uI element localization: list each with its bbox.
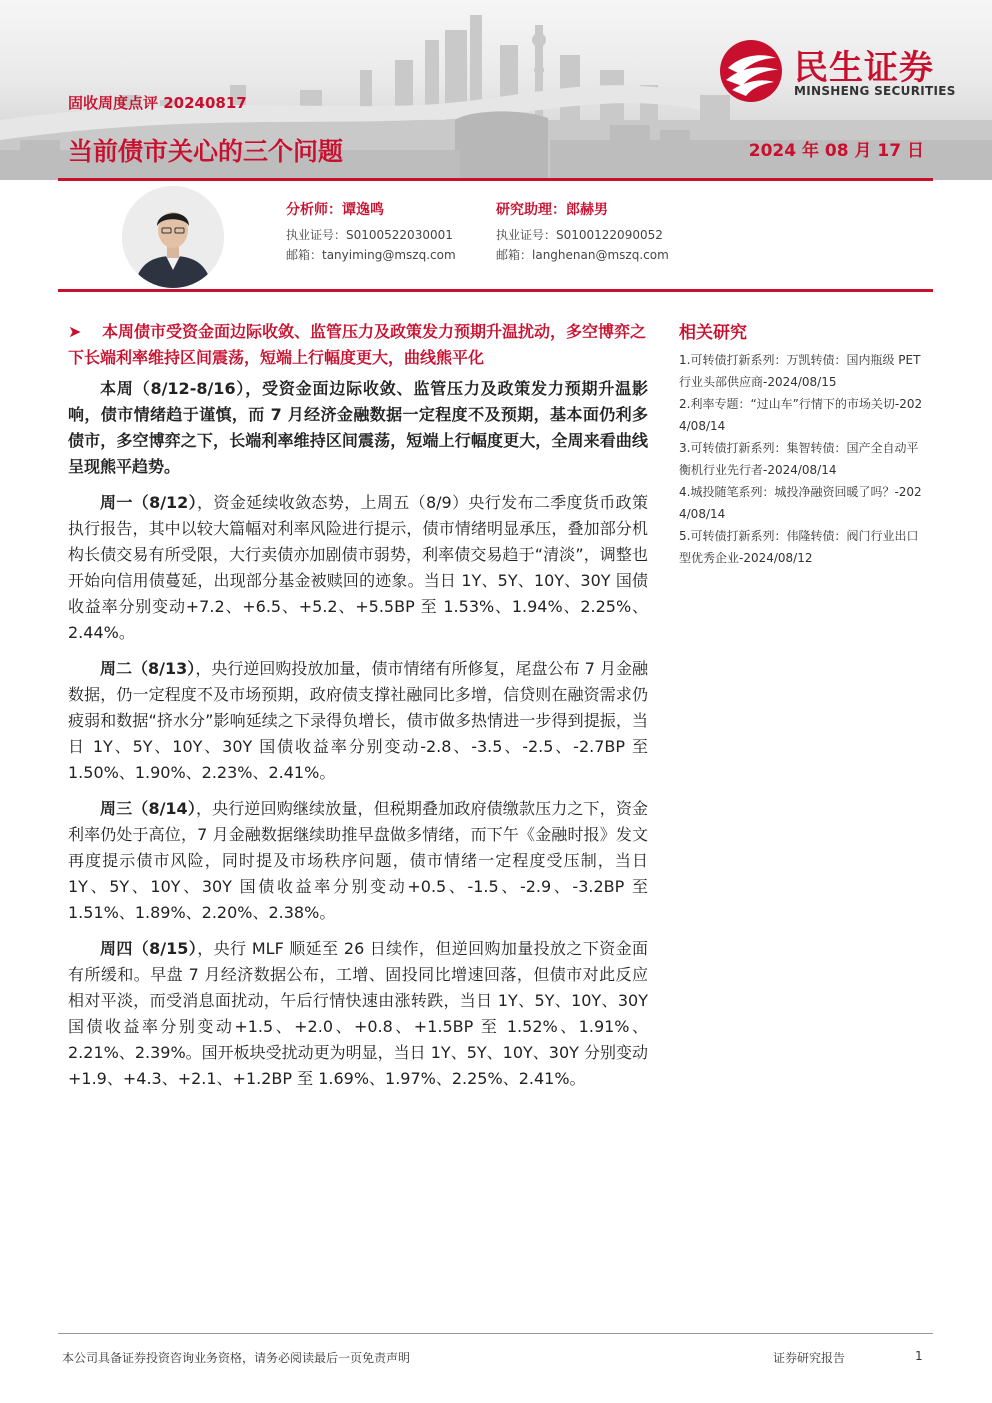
related-research-item[interactable]: 2.利率专题：“过山车”行情下的市场关切-2024/08/14 <box>679 397 923 433</box>
analyst-photo <box>122 186 224 288</box>
day-text: ，央行逆回购继续放量，但税期叠加政府债缴款压力之下，资金利率仍处于高位，7 月金融数据继续助推早盘做多情绪，而下午《金融时报》发文再度提示债市风险，同时提及市场秩序问题，债市情绪一定程度受压制，当日 1Y、5Y、10Y、30Y 国债收益率分别变动+0.5、-1.5、-2.9、-3.2BP 至 1.51%、1.89%、2.20%、2.38%。 <box>68 799 648 922</box>
report-title: 当前债市关心的三个问题 <box>68 137 344 166</box>
analyst-name: 分析师：谭逸鸣 <box>286 202 384 218</box>
main-content <box>68 319 648 1102</box>
assistant-license: 执业证号：S0100122090052 <box>496 228 663 242</box>
analyst-email: 邮箱：tanyiming@mszq.com <box>286 248 456 262</box>
day-text: ，央行逆回购投放加量，债市情绪有所修复，尾盘公布 7 月金融数据，仍一定程度不及市场预期，政府债支撑社融同比多增，信贷则在融资需求仍疲弱和数据“挤水分”影响延续之下录得负增长，债市做多热情进一步得到提振，当日 1Y、5Y、10Y、30Y 国债收益率分别变动-2.8、-3.5、-2.5、-2.7BP 至 1.50%、1.90%、2.23%、2.41%。 <box>68 659 648 782</box>
related-research-item[interactable]: 4.城投随笔系列：城投净融资回暖了吗？-2024/08/14 <box>679 485 922 521</box>
day-label: 周二（8/13） <box>100 659 196 678</box>
person-portrait-icon <box>122 186 224 288</box>
related-research-item[interactable]: 5.可转债打新系列：伟隆转债：阀门行业出口型优秀企业-2024/08/12 <box>679 529 919 565</box>
lead-text: 本周债市受资金面边际收敛、监管压力及政策发力预期升温扰动，多空博弈之下长端利率维持区间震荡，短端上行幅度更大，曲线熊平化 <box>68 322 647 367</box>
footer-disclaimer: 本公司具备证券投资咨询业务资格，请务必阅读最后一页免责声明 <box>62 1351 411 1365</box>
day-text: ，央行 MLF 顺延至 26 日续作，但逆回购加量投放之下资金面有所缓和。早盘 7 月经济数据公布，工增、固投同比增速回落，但债市对此反应相对平淡，而受消息面扰动，午后行情快速由涨转跌，当日 1Y、5Y、10Y、30Y 国债收益率分别变动+1.5、+2.0、+0.8、+1.5BP 至 1.52%、1.91%、2.21%、2.39%。国开板块受扰动更为明显，当日 1Y、5Y、10Y、30Y 分别变动+1.9、+4.3、+2.1、+1.2BP 至 1.69%、1.97%、2.25%、2.41%。 <box>68 939 649 1088</box>
day-label: 周三（8/14） <box>100 799 196 818</box>
related-research-item[interactable]: 1.可转债打新系列：万凯转债：国内瓶级 PET 行业头部供应商-2024/08/15 <box>679 353 921 389</box>
day-text: ，资金延续收敛态势，上周五（8/9）央行发布二季度货币政策执行报告，其中以较大篇幅对利率风险进行提示，债市情绪明显承压，叠加部分机构长债交易有所受限，大行卖债亦加剧债市弱势，利率债交易趋于“清淡”，调整也开始向信用债蔓延，出现部分基金被赎回的迹象。当日 1Y、5Y、10Y、30Y 国债收益率分别变动+7.2、+6.5、+5.2、+5.5BP 至 1.53%、1.94%、2.25%、2.44%。 <box>68 493 648 642</box>
minsheng-emblem-icon <box>718 38 786 104</box>
tuesday-paragraph <box>68 656 648 786</box>
page-number: 1 <box>915 1349 923 1363</box>
arrow-bullet-icon: ➤ <box>68 322 82 341</box>
wednesday-paragraph <box>68 796 648 926</box>
logo-name-cn: 民生证券 <box>794 48 934 88</box>
footer-rule <box>58 1333 933 1334</box>
related-research-title: 相关研究 <box>679 323 747 343</box>
summary-paragraph: 本周（8/12-8/16），受资金面边际收敛、监管压力及政策发力预期升温影响，债市情绪趋于谨慎，而 7 月经济金融数据一定程度不及预期，基本面仍利多债市，多空博弈之下，长端利率维持区间震荡，短端上行幅度更大，全周来看曲线呈现熊平趋势。 <box>68 379 648 476</box>
related-research <box>679 318 929 569</box>
lead-paragraph <box>68 319 648 371</box>
monday-paragraph <box>68 490 648 646</box>
related-research-item[interactable]: 3.可转债打新系列：集智转债：国产全自动平衡机行业先行者-2024/08/14 <box>679 441 919 477</box>
section-divider <box>58 289 933 292</box>
assistant-info <box>496 199 669 265</box>
report-date: 2024 年 08 月 17 日 <box>748 141 924 161</box>
header-banner <box>0 0 992 180</box>
header-rule <box>58 178 933 181</box>
thursday-paragraph <box>68 936 648 1092</box>
footer-doc-type: 证券研究报告 <box>773 1351 846 1365</box>
related-research-list <box>679 349 929 569</box>
day-label: 周一（8/12） <box>100 493 198 512</box>
analyst-license: 执业证号：S0100522030001 <box>286 228 453 242</box>
report-type: 固收周度点评 20240817 <box>68 94 247 112</box>
minsheng-logo <box>718 38 968 104</box>
assistant-email: 邮箱：langhenan@mszq.com <box>496 248 669 262</box>
day-label: 周四（8/15） <box>100 939 198 958</box>
analyst-info <box>286 199 456 265</box>
assistant-name: 研究助理：郎赫男 <box>496 202 608 218</box>
logo-name-en: MINSHENG SECURITIES <box>794 84 956 98</box>
